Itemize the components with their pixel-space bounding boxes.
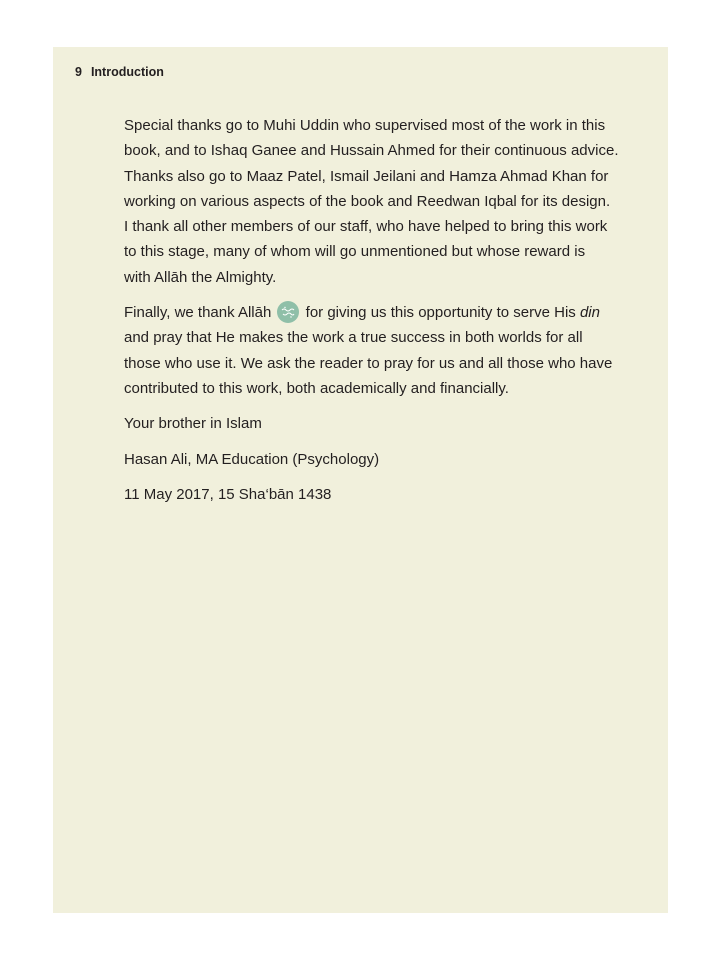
text-line: those who use it. We ask the reader to pray for us and all those who have (124, 354, 613, 372)
text-line (124, 300, 624, 325)
text-line: Thanks also go to Maaz Patel, Ismail Jeilani and Hamza Ahmad Khan for (124, 167, 609, 185)
prayer-paragraph (124, 300, 624, 401)
text-segment: Finally, we thank Allāh (124, 304, 272, 322)
subhanahu-wa-taala-seal-icon (277, 301, 299, 323)
text-line: working on various aspects of the book and Reedwan Iqbal for its design. (124, 192, 611, 210)
text-line: Special thanks go to Muhi Uddin who supervised most of the work in this (124, 117, 606, 134)
page-body (124, 113, 624, 517)
text-line: and pray that He makes the work a true success in both worlds for all (124, 329, 583, 347)
text-line: book, and to Ishaq Ganee and Hussain Ahmed for their continuous advice. (124, 142, 619, 160)
closing-line: Your brother in Islam (124, 415, 262, 433)
page-number: 9 (75, 65, 82, 79)
date-line: 11 May 2017, 15 Sha‘bān 1438 (124, 485, 332, 503)
book-page (53, 47, 668, 913)
signature-line: Hasan Ali, MA Education (Psychology) (124, 450, 380, 468)
text-line: to this stage, many of whom will go unmentioned but whose reward is (124, 243, 586, 261)
running-header (75, 65, 164, 79)
text-line: I thank all other members of our staff, who have helped to bring this work (124, 218, 608, 236)
text-segment: for giving us this opportunity to serve His (305, 304, 576, 322)
section-title: Introduction (90, 65, 164, 79)
text-line: contributed to this work, both academically and financially. (124, 379, 509, 397)
text-line: with Allāh the Almighty. (124, 268, 277, 286)
italic-term: din (579, 304, 600, 322)
acknowledgements-paragraph (124, 113, 624, 290)
